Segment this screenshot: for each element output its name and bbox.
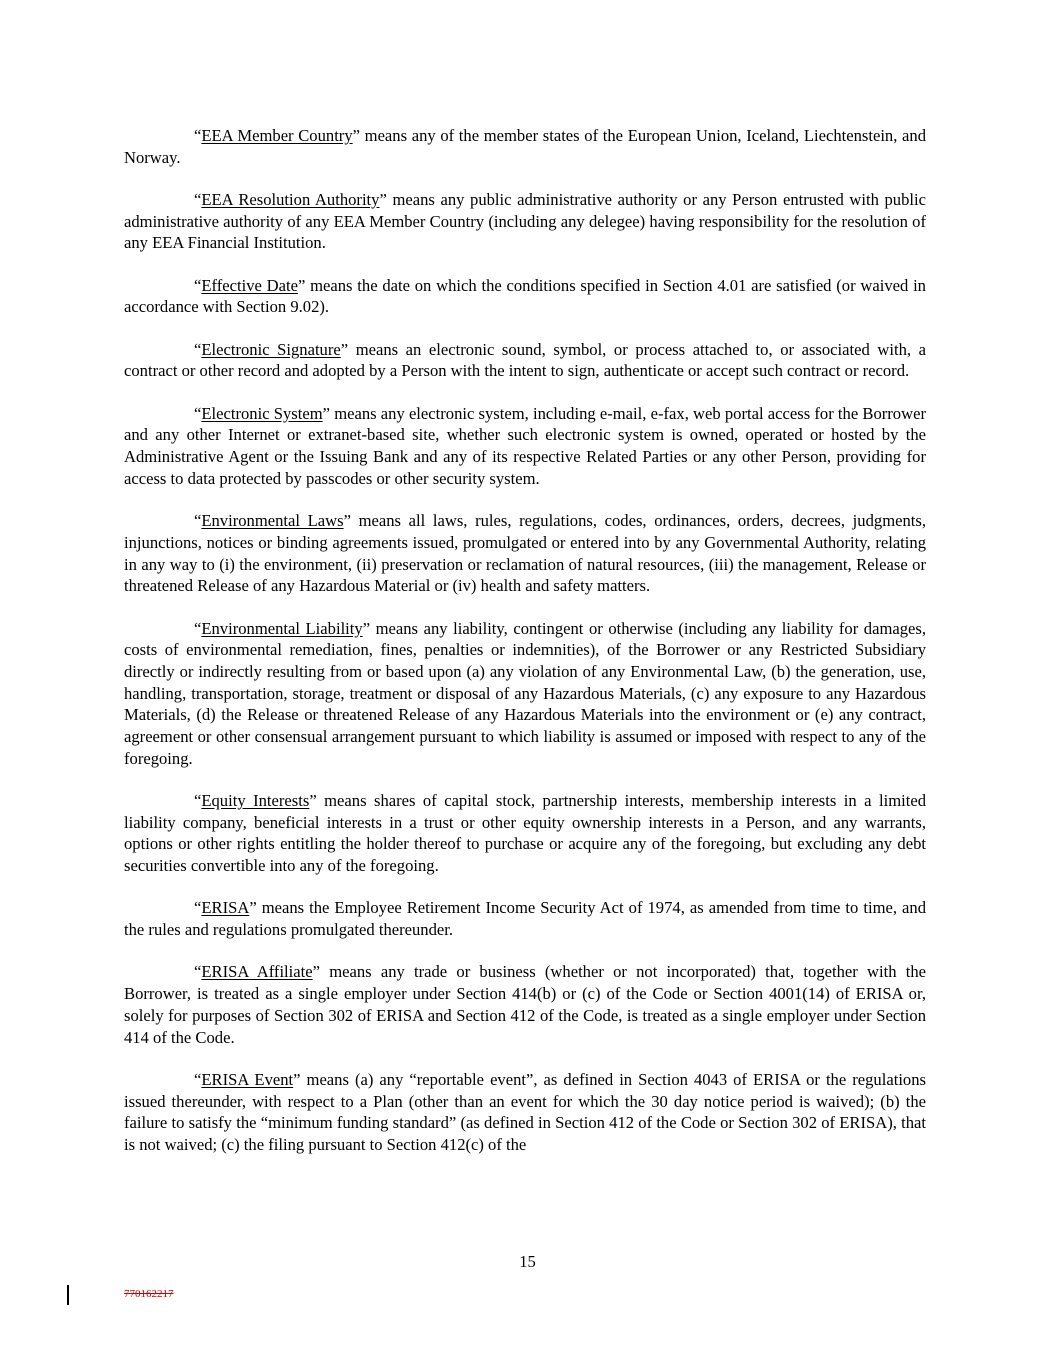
page-number: 15 <box>519 1252 536 1271</box>
definition-paragraph: “EEA Member Country” means any of the member states of the European Union, Iceland, Liechtenstein, and Norway. <box>124 126 926 167</box>
definition-paragraph: “ERISA Affiliate” means any trade or business (whether or not incorporated) that, together with the Borrower, is treated as a single employer under Section 414(b) or (c) of the Code or Section 4001(14) of ERISA or, solely for purposes of Section 302 of ERISA and Section 412 of the Code, is treated as a single employer under Section 414 of the Code. <box>124 962 926 1047</box>
definition-paragraph: “Environmental Laws” means all laws, rules, regulations, codes, ordinances, orders, decrees, judgments, injunctions, notices or binding agreements issued, promulgated or entered into by any Governmental Authority, relating in any way to (i) the environment, (ii) preservation or reclamation of natural resources, (iii) the management, Release or threatened Release of any Hazardous Material or (iv) health and safety matters. <box>124 511 926 596</box>
definition-paragraph: “ERISA Event” means (a) any “reportable event”, as defined in Section 4043 of ERISA or the regulations issued thereunder, with respect to a Plan (other than an event for which the 30 day notice period is waived); (b) the failure to satisfy the “minimum funding standard” (as defined in Section 412 of the Code or Section 302 of ERISA), that is not waived; (c) the filing pursuant to Section 412(c) of the <box>124 1069 926 1154</box>
revision-change-bar <box>67 1285 69 1305</box>
definition-paragraph: “EEA Resolution Authority” means any public administrative authority or any Person entrusted with public administrative authority of any EEA Member Country (including any delegee) having responsibility for the resolution of any EEA Financial Institution. <box>124 190 926 253</box>
defined-term: EEA Member Country <box>201 126 353 145</box>
definition-text: ” means any liability, contingent or otherwise (including any liability for damages, costs of environmental remediation, fines, penalties or indemnities), of the Borrower or any Restricted Subsidiary directly or indirectly resulting from or based upon (a) any violation of any Environmental Law, (b) the generation, use, handling, transportation, storage, treatment or disposal of any Hazardous Materials, (c) any exposure to any Hazardous Materials, (d) the Release or threatened Release of any Hazardous Materials into the environment or (e) any contract, agreement or other consensual arrangement pursuant to which liability is assumed or imposed with respect to any of the foregoing. <box>124 618 926 768</box>
definition-text: ” means shares of capital stock, partnership interests, membership interests in a limited liability company, beneficial interests in a trust or other equity ownership interests in a Person, and any warrants, options or other rights entitling the holder thereof to purchase or acquire any of the foregoing, but excluding any debt securities convertible into any of the foregoing. <box>124 791 926 876</box>
defined-term: ERISA Affiliate <box>201 962 313 982</box>
definition-paragraph: “Environmental Liability” means any liability, contingent or otherwise (including any liability for damages, costs of environmental remediation, fines, penalties or indemnities), of the Borrower or any Restricted Subsidiary directly or indirectly resulting from or based upon (a) any violation of any Environmental Law, (b) the generation, use, handling, transportation, storage, treatment or disposal of any Hazardous Materials, (c) any exposure to any Hazardous Materials, (d) the Release or threatened Release of any Hazardous Materials into the environment or (e) any contract, agreement or other consensual arrangement pursuant to which liability is assumed or imposed with respect to any of the foregoing. <box>124 618 926 768</box>
definition-text: ” means the Employee Retirement Income Security Act of 1974, as amended from time to time, and the rules and regulations promulgated thereunder. <box>124 898 926 940</box>
defined-term: ERISA Event <box>201 1069 294 1089</box>
defined-term: EEA Resolution Authority <box>201 190 380 209</box>
definition-paragraph: “Electronic Signature” means an electronic sound, symbol, or process attached to, or associated with, a contract or other record and adopted by a Person with the intent to sign, authenticate or accept such contract or record. <box>124 339 926 381</box>
definition-text: ” means any trade or business (whether or not incorporated) that, together with the Borrower, is treated as a single employer under Section 414(b) or (c) of the Code or Section 4001(14) of ERISA or, solely for purposes of Section 302 of ERISA and Section 412 of the Code, is treated as a single employer under Section 414 of the Code. <box>124 962 926 1047</box>
definition-text: ” means any of the member states of the European Union, Iceland, Liechtenstein, and Norway. <box>124 126 926 167</box>
definition-text: ” means any electronic system, including e-mail, e-fax, web portal access for the Borrower and any other Internet or extranet-based site, whether such electronic system is owned, operated or hosted by the Administrative Agent or the Issuing Bank and any of its respective Related Parties or any other Person, providing for access to data protected by passcodes or other security system. <box>124 403 926 488</box>
document-body <box>124 125 926 1176</box>
definition-text: ” means any public administrative authority or any Person entrusted with public administrative authority of any EEA Member Country (including any delegee) having responsibility for the resolution of any EEA Financial Institution. <box>124 190 926 253</box>
defined-term: Effective Date <box>201 275 298 295</box>
defined-term: Electronic Signature <box>201 339 341 359</box>
defined-term: ERISA <box>201 898 250 918</box>
definition-paragraph: “Effective Date” means the date on which the conditions specified in Section 4.01 are satisfied (or waived in accordance with Section 9.02). <box>124 275 926 317</box>
definition-text: ” means the date on which the conditions specified in Section 4.01 are satisfied (or waived in accordance with Section 9.02). <box>124 275 926 317</box>
defined-term: Equity Interests <box>201 791 310 811</box>
definition-text: ” means all laws, rules, regulations, codes, ordinances, orders, decrees, judgments, injunctions, notices or binding agreements issued, promulgated or entered into by any Governmental Authority, relating in any way to (i) the environment, (ii) preservation or reclamation of natural resources, (iii) the management, Release or threatened Release of any Hazardous Material or (iv) health and safety matters. <box>124 511 926 596</box>
definition-paragraph: “Equity Interests” means shares of capital stock, partnership interests, membership interests in a limited liability company, beneficial interests in a trust or other equity ownership interests in a Person, and any warrants, options or other rights entitling the holder thereof to purchase or acquire any of the foregoing, but excluding any debt securities convertible into any of the foregoing. <box>124 791 926 876</box>
defined-term: Environmental Laws <box>201 511 344 531</box>
defined-term: Environmental Liability <box>201 618 363 638</box>
definition-paragraph: “ERISA” means the Employee Retirement Income Security Act of 1974, as amended from time to time, and the rules and regulations promulgated thereunder. <box>124 898 926 940</box>
definition-text: ” means (a) any “reportable event”, as defined in Section 4043 of ERISA or the regulations issued thereunder, with respect to a Plan (other than an event for which the 30 day notice period is waived); (b) the failure to satisfy the “minimum funding standard” (as defined in Section 412 of the Code or Section 302 of ERISA), that is not waived; (c) the filing pursuant to Section 412(c) of the <box>124 1069 926 1154</box>
definition-paragraph: “Electronic System” means any electronic system, including e-mail, e-fax, web portal access for the Borrower and any other Internet or extranet-based site, whether such electronic system is owned, operated or hosted by the Administrative Agent or the Issuing Bank and any of its respective Related Parties or any other Person, providing for access to data protected by passcodes or other security system. <box>124 403 926 488</box>
defined-term: Electronic System <box>201 403 323 423</box>
document-id: 770162217 <box>124 1288 174 1300</box>
definition-text: ” means an electronic sound, symbol, or process attached to, or associated with, a contract or other record and adopted by a Person with the intent to sign, authenticate or accept such contract or record. <box>124 339 926 381</box>
